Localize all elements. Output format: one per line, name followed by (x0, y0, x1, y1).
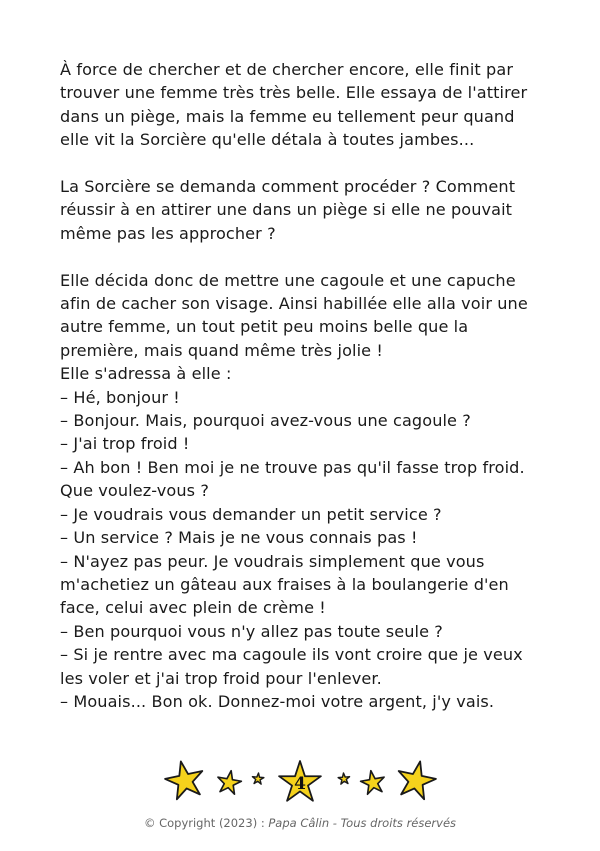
text-line: Elle décida donc de mettre une cagoule et une capuche (60, 270, 516, 290)
dialogue-line: face, celui avec plein de crème ! (60, 598, 326, 618)
dialogue-line: – Si je rentre avec ma cagoule ils vont croire que je veux (60, 645, 523, 665)
star-icon (338, 773, 350, 785)
dialogue-line: Que voulez-vous ? (60, 481, 209, 501)
copyright-text: © Copyright (2023) : (143, 816, 269, 830)
dialogue-line: m'achetiez un gâteau aux fraises à la boulangerie d'en (60, 574, 509, 594)
text-line: dans un piège, mais la femme eu tellement peur quand (60, 106, 515, 126)
dialogue-line: – Mouais... Bon ok. Donnez-moi votre argent, j'y vais. (60, 691, 495, 711)
star-icon (394, 757, 439, 800)
dialogue-line: – Hé, bonjour ! (60, 387, 180, 407)
text-line: première, mais quand même très jolie ! (60, 340, 383, 360)
star-icon (216, 769, 243, 795)
dialogue-line: les voler et j'ai trop froid pour l'enlever. (60, 668, 382, 688)
text-line: elle vit la Sorcière qu'elle détala à toutes jambes... (60, 130, 475, 150)
star-icon (162, 757, 207, 800)
star-icon (252, 773, 264, 785)
text-line: réussir à en attirer une dans un piège si elle ne pouvait (60, 200, 513, 220)
paragraph-2 (60, 175, 541, 245)
star-icon (359, 769, 386, 795)
dialogue-line: – N'ayez pas peur. Je voudrais simplement que vous (60, 551, 485, 571)
text-line: La Sorcière se demanda comment procéder ? Comment (60, 177, 516, 197)
dialogue-line: – Ah bon ! Ben moi je ne trouve pas qu'il fasse trop froid. (60, 457, 525, 477)
text-line: afin de cacher son visage. Ainsi habillée elle alla voir une (60, 294, 528, 314)
copyright-author: Papa Câlin - Tous droits réservés (268, 816, 457, 830)
paragraph-3 (60, 269, 541, 386)
dialogue (60, 386, 541, 714)
dialogue-line: – Je voudrais vous demander un petit service ? (60, 504, 442, 524)
text-line: autre femme, un tout petit peu moins belle que la (60, 317, 469, 337)
text-line: trouver une femme très très belle. Elle essaya de l'attirer (60, 83, 528, 103)
dialogue-line: – Un service ? Mais je ne vous connais pas ! (60, 528, 418, 548)
page-number: 4 (294, 774, 306, 794)
text-line: Elle s'adressa à elle : (60, 364, 232, 384)
dialogue-line: – Ben pourquoi vous n'y allez pas toute seule ? (60, 621, 443, 641)
text-line: À force de chercher et de chercher encore, elle finit par (60, 60, 514, 79)
text-line: même pas les approcher ? (60, 223, 276, 243)
paragraph-1 (60, 58, 541, 152)
dialogue-line: – J'ai trop froid ! (60, 434, 190, 454)
star-decoration (0, 750, 600, 810)
dialogue-line: – Bonjour. Mais, pourquoi avez-vous une cagoule ? (60, 411, 471, 431)
story-text (60, 58, 541, 713)
footer-copyright (0, 816, 600, 830)
